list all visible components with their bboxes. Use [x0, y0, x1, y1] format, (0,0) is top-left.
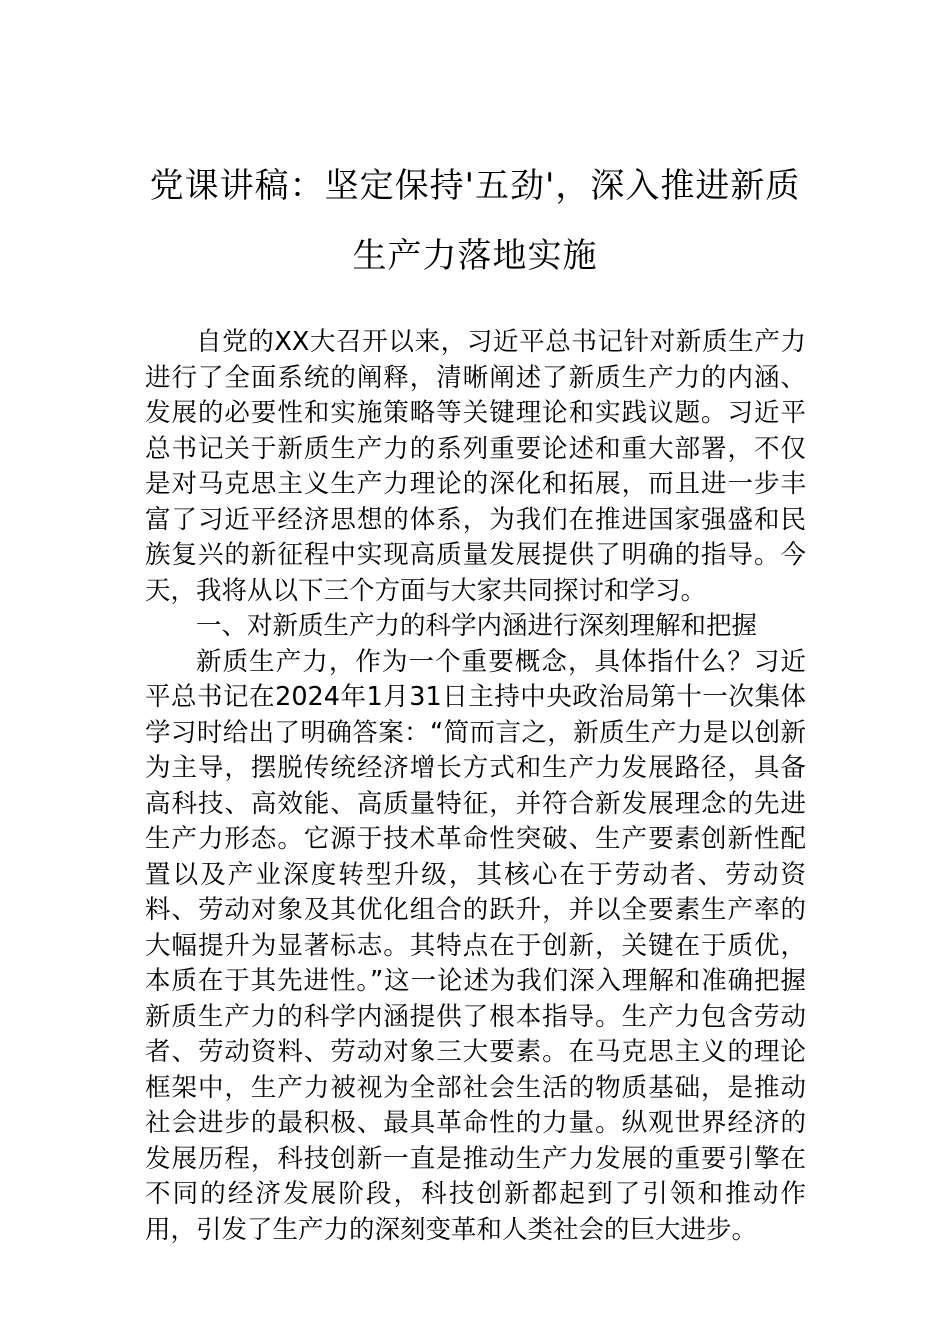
title-line-1: 党课讲稿：坚定保持'五劲'，深入推进新质	[149, 166, 801, 206]
body-paragraph: 新质生产力，作为一个重要概念，具体指什么？习近平总书记在2024年1月31日主持中央政治局第十一次集体学习时给出了明确答案：“简而言之，新质生产力是以创新为主导，摆脱传统经济增长方式和生产力发展路径，具备高科技、高效能、高质量特征，并符合新发展理念的先进生产力形态。它源于技术革命性突破、生产要素创新性配置以及产业深度转型升级，其核心在于劳动者、劳动资料、劳动对象及其优化组合的跃升，并以全要素生产率的大幅提升为显著标志。其特点在于创新，关键在于质优，本质在于其先进性。”这一论述为我们深入理解和准确把握新质生产力的科学内涵提供了根本指导。生产力包含劳动者、劳动资料、劳动对象三大要素。在马克思主义的理论框架中，生产力被视为全部社会生活的物质基础，是推动社会进步的最积极、最具革命性的力量。纵观世界经济的发展历程，科技创新一直是推动生产力发展的重要引擎在不同的经济发展阶段，科技创新都起到了引领和推动作用，引发了生产力的深刻变革和人类社会的巨大进步。	[145, 646, 806, 1245]
section-heading-1: 一、对新质生产力的科学内涵进行深刻理解和把握	[196, 611, 758, 641]
document-body	[145, 325, 806, 1248]
title-line-2: 生产力落地实施	[352, 236, 598, 276]
document-title	[0, 163, 950, 279]
intro-paragraph: 自党的XX大召开以来，习近平总书记针对新质生产力进行了全面系统的阐释，清晰阐述了新质生产力的内涵、发展的必要性和实施策略等关键理论和实践议题。习近平总书记关于新质生产力的系列重要论述和重大部署，不仅是对马克思主义生产力理论的深化和拓展，而且进一步丰富了习近平经济思想的体系，为我们在推进国家强盛和民族复兴的新征程中实现高质量发展提供了明确的指导。今天，我将从以下三个方面与大家共同探讨和学习。	[145, 327, 806, 606]
